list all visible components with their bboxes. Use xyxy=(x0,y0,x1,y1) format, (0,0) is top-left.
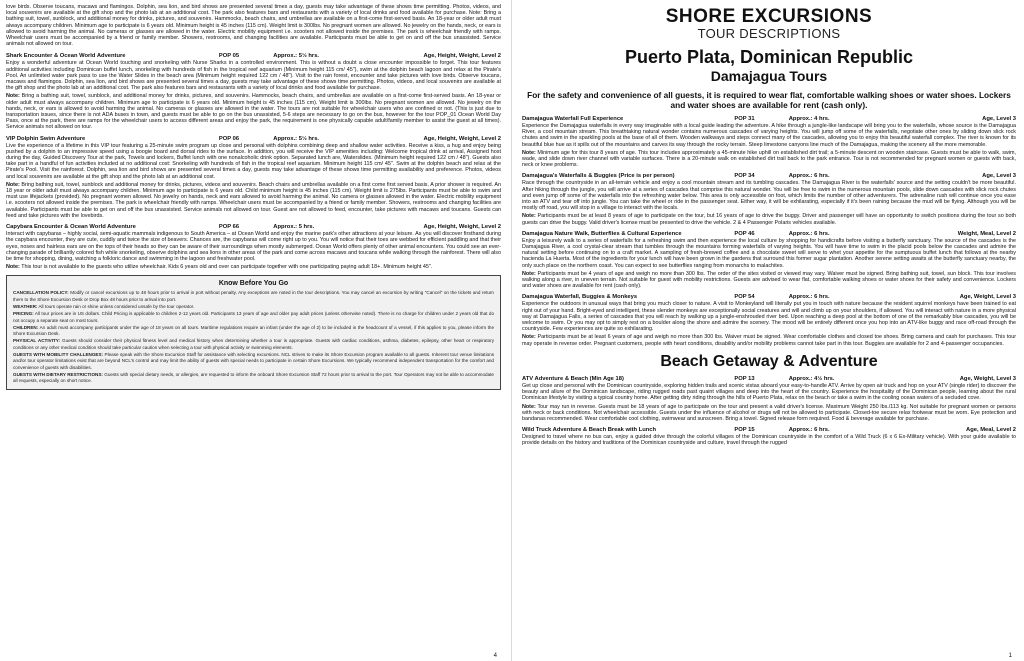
tour-note xyxy=(522,404,1016,423)
box-item-text: Modify or cancel excursions up to 48 hours prior to arrival in port without penalty. Any exceptions are noted in the tour descriptions. You may cancel an excursion by writing "Cancel" on the tickets and return them to the Shore Excursion Desk or Drop Box 48 hours prior to arrival into port. xyxy=(13,290,494,302)
tour-pop34 xyxy=(522,173,1016,225)
tour-duration: Approx.: 6 hrs. xyxy=(788,294,830,301)
box-item-label: CANCELLATION POLICY: xyxy=(13,290,69,296)
page-subtitle: TOUR DESCRIPTIONS xyxy=(697,26,841,41)
tour-description: Live the experience of a lifetime in this VIP tour featuring a 25-minute swim program up close and personal with dolphins combining deep and shallow water activities. Receive a kiss, a hug and enjoy being pushed by a dolphin to an impressive speed using a boogie board and dorsal rides to the surface. In addition, you will receive the VIP amenities including: Welcome tropical drink at arrival, Assigned host during the day, Guided Discovery Tour at the park, Towels and lockers, Buffet lunch with one nonalcoholic drink option. Separated lunch are, Waterslides. (Minimum height required 122 cm / 48"). Guests also take part in a handful of fun activities included at no additional cost: Snorkeling with hundreds of fish in the tropical reef aquarium. Minimum height 115 cm/ 45". Swim at the dolphin beach and relax at the Pirate's Pool. Visit the rainforest. Dolphin, sea lion and bird shows are presented several times a day, guests may take advantage of these shows time permitting availability and preference. Photos, videos and local souvenirs are available at the gift shop and the photo lab at an additional cost. xyxy=(6,142,501,180)
box-item-label: PHYSICAL ACTIVITY: xyxy=(13,338,61,344)
tour-header xyxy=(6,224,501,231)
box-item xyxy=(13,325,494,338)
note-text: Tour may run in reverse. Guests must be 18 years of age to participate on the tour and present a valid driver's license. Maximum Weight 250 lbs./113 kg. Not suitable for pregnant women or persons with neck or back conditions. Not wheelchair accessible. Guests under the influence of alcohol or drugs will not be allowed to participate. Closed-toe secure relax footwear must be worn. Eye protection and bandanas recommended. Wear comfortable cool clothing, swimwear and sunscreen. Bring a towel. Signed release form required. Food & beverage available for purchase. xyxy=(522,403,1016,422)
box-item-text: Guests should consider their physical fitness level and medical history when determining whether a tour is appropriate. Guests with cardiac conditions, asthma, diabetes, epilepsy, other heart or respiratory conditions or any other medical condition should take particular caution when selecting a tour with physical activity or swimming elements. xyxy=(13,338,494,350)
note-label: Note: xyxy=(522,334,536,341)
tour-description: Experience the Damajagua waterfalls in every way imaginable with a local guide leading the adventure. A hike through a jungle-like landscape will bring you to the waterfalls, whose source is the Damajagua River, a cool mountain stream. This breathtaking natural wonder contains numerous cascades of varying heights. You will jump off some of the waterfalls, negotiate other ones by sliding down slick rock chutes and swim in the sparkling pools at the base of all of them. Wooden walkways and steps connect many of the cascades, allowing you to enjoy this beautiful waterfall complex. The river is known for its beautiful blue hue as it spills out of the mountains and carves its way through the rocky terrain. Steep limestone canyons line much of the Damajagua, making the scenery all the more memorable. xyxy=(522,123,1016,148)
section-heading: Damajagua Tours xyxy=(710,68,828,84)
safety-notice: For the safety and convenience of all guests, it is required to wear flat, comfortable walking shoes or water shoes. Lockers and water shoes are available for rent (cash only). xyxy=(527,90,1011,110)
note-text: Bring bathing suit, towel, sunblock and additional money for drinks, pictures, videos and souvenirs. Beach chairs and umbrellas available on a first come first served basis. A prior shower is required. An 18 year or older adult must always accompany children. Minimum age to participate is 6 years old. Child minimum height is 45 inches (115 cm). Weight limit is 275lbs. Participants must be able to swim and must use lifejackets (provided). No pregnant women allowed. No jewelry on hands, neck and ears allowed to avoid harming the animal. No camera or glasses allowed in the water. Electric mobility equipment i.e. scooters not allowed inside the premises. The park is wheelchair friendly with ramps. Wheelchair users must be accompanied by a friend or family member. Showers, restrooms and changing facilities are available. Participants must be able to get on and off the bus unassisted. Service animals not allowed on tour. Guest are not allowed to feed, encounter, take pictures with macaws and toucans. Guests can feed and take pictures with the lovebirds. xyxy=(6,181,502,219)
tour-header xyxy=(6,136,501,143)
box-item-label: GUESTS WITH DIETARY RESTRICTIONS: xyxy=(13,371,103,377)
box-item-text: Please speak with the Shore Excursion Staff for assistance with selecting excursions. NCL strives to make its Shore Excursion program available to all guests. Inherent tour venue limitations and/or tour operator limitations exist that are beyond NCL's control and may limit the ability of guests with special needs to participate in certain Shore Excursions. We typically recommend independent transportation for the comfort and convenience of guests with disabilities. xyxy=(13,351,494,370)
tour-pop05 xyxy=(6,53,501,130)
note-label: Note: xyxy=(522,270,536,277)
note-text: Minimum age for this tour 8 years of age. This tour includes approximately a 45-minute hike uphill on established dirt trail; a 5-minute descent on wooden staircase. Guests must be able to walk, swim, wade, and slide down river channel with variable surfaces. There is a 20-minute walk on established dirt trail back to the park entrance. Tour is not recommended for pregnant women or guests with back, neck or knee problems. xyxy=(522,149,1017,169)
note-label: Note: xyxy=(6,264,20,271)
tour-level: Age, Level 3 xyxy=(982,116,1016,122)
tour-level: Age, Height, Weight, Level 2 xyxy=(423,224,501,231)
box-item xyxy=(13,372,494,385)
tour-description: Race through the countryside in an all-terrain vehicle and enjoy a cool mountain stream and its tumbling cascades. The Damajagua River is the waterfalls' source and the setting couldn't be more beautiful. After hiking through the jungle, you will arrive at a series of cascades that comprise this natural wonder. You will be free to swim in the numerous mountain pools, slide down cascades with slick rock chutes and even jump off some of the waterfalls into the refreshing water below. This area is only accessible on foot, which limits the number of other adventurers. The adrenaline rush will continue once you ease into an ATV and tear off into jungle. You can take the wheel or ride in the passenger seat. Either way, it will be exhilarating, especially if it's been raining because the mud will be flying. Although you will be mostly off road, you will stop in a village to interact with the locals. xyxy=(522,180,1016,212)
tour-header xyxy=(522,231,1016,238)
tour-pop31 xyxy=(522,116,1016,168)
tour-duration: Approx.: 4½ hrs. xyxy=(788,375,835,382)
tour-header xyxy=(522,294,1016,301)
note-text: Bring a bathing suit, towel, sunblock, and additional money for drinks, pictures, and souvenirs. Hammocks, beach chairs, and umbrellas are available on a first-come first-served basis. An 18-year or older adult must always accompany children. Minimum age to participate is 6 years old. Minimum height is 45 inches (115 cm). Weight limit is 300lbs. No pregnant women are allowed. No jewelry on the hands, neck, or ears is allowed to avoid harming the animal. No cameras or glasses are allowed in the water. The tours are not suitable for wheelchair users who are confined or not. (This is just due to transportation issues, since there is not ADA buses in town, and guests must be able to go on the bus unassisted, 5-6 steps are necessary to go on the bus, however for the tour POP_01 Ocean World Day Pass, once at the park, there are ramps for the wheelchair users to access different areas and enjoy the park, the requirement is one physically capable adult/family member to assist the guest at all times). Service animals not allowed on tour. xyxy=(6,93,502,131)
tour-header xyxy=(522,376,1016,383)
box-item-text: Guests with special dietary needs, or allergies, are requested to inform the onboard Shore Excursion Staff 72 hours prior to arrival to the port. Tour Operators may not be able to accommodate all requests, especially on short notice. xyxy=(13,371,494,384)
tour-header xyxy=(522,427,1016,434)
tour-note xyxy=(6,264,501,270)
tour-duration: Approx.: 5½ hrs. xyxy=(273,53,320,60)
tour-pop13 xyxy=(522,376,1016,422)
tour-note xyxy=(522,213,1016,225)
tour-description: Experience the outdoors in unusual ways that bring you much closer to nature. A visit to Monkeyland will literally put you in touch with nature because the resident squirrel monkeys have been trained to eat right out of your hand. Bright-eyed and intelligent, these slender monkeys are exceptionally social creatures and will and climb up on your shoulders, if allowed. You will interact with nature in a more physical way at Damajagua Falls, a series of cascades that you will reach by walking up a jungle-enshrouded river bed. Upon reaching a deep pool at the bottom of one of the remarkably blue cascades, you will be welcome to swim. Or you may opt to simply rest on a boulder along the shore and admire the scenery. The mood will be entirely different once you hop into an ATV-like buggy and race off-road through the countryside. Few experiences are quite so exhilarating. xyxy=(522,301,1016,333)
tour-code: POP 15 xyxy=(734,427,755,434)
tour-duration: Approx.: 5 hrs. xyxy=(273,224,315,231)
tour-level: Age, Weight, Level 3 xyxy=(959,294,1016,301)
right-page xyxy=(512,0,1024,661)
tour-title: Damajagua Waterfall, Buggies & Monkeys xyxy=(522,294,638,301)
tour-note xyxy=(522,334,1016,346)
page-number: 1 xyxy=(1008,653,1012,659)
tour-duration: Approx.: 6 hrs. xyxy=(788,173,830,180)
tour-code: POP 06 xyxy=(218,135,240,142)
box-item xyxy=(13,290,494,303)
box-item-text: An adult must accompany participants under the age of 18 years on all tours. Maritime regulations require an infant (under the age of 2) to be included in the headcount of a vessel, if this applies to you, please inform the Shore Excursion Desk. xyxy=(13,324,494,337)
tour-duration: Approx.: 6 hrs. xyxy=(788,427,830,434)
box-item-label: CHILDREN: xyxy=(13,324,39,330)
tour-duration: Approx.: 5½ hrs. xyxy=(273,135,320,142)
tour-description: Interact with capybaras – highly social, semi-aquatic mammals indigenous to South America – at Ocean World and enjoy the marine park's other attractions at your leisure. As you will discover firsthand during the capybara encounter, they are cute, cuddly and twice the size of beavers. Chances are, the capybaras will come right up to you. You will notice that their toes are webbed for efficient paddling and that their eyes, noses and hairless ears are on the tops of their heads so they can be aware of their surroundings when mostly submerged. Ocean World offers plenty of other animal encounters. You could see an ever-changing parade of brilliantly colored fish while snorkeling, observe dolphins and sea lions in other areas of the park and come across macaws and toucans while walking through the rainforest. There will also be time for shopping, dining, watching a folkloric dance and swimming in the lagoon and freshwater pool. xyxy=(6,231,501,262)
tour-duration: Approx.: 6 hrs. xyxy=(788,230,830,237)
tour-level: Age, Height, Weight, Level 2 xyxy=(423,53,501,60)
tour-title: Wild Truck Adventure & Beach Break with Lunch xyxy=(522,427,657,434)
know-before-you-go-box xyxy=(6,275,501,390)
note-label: Note: xyxy=(522,149,536,156)
box-item xyxy=(13,352,494,371)
tour-title: Shark Encounter & Ocean World Adventure xyxy=(6,53,126,60)
tour-code: POP 54 xyxy=(734,294,755,301)
tour-duration: Approx.: 4 hrs. xyxy=(788,116,830,122)
tour-code: POP 31 xyxy=(734,116,755,122)
tour-code: POP 66 xyxy=(218,224,240,231)
tour-note xyxy=(522,271,1016,290)
note-label: Note: xyxy=(6,93,20,100)
tour-header xyxy=(522,116,1016,123)
box-item xyxy=(13,304,494,310)
tour-pop06 xyxy=(6,136,501,219)
note-text: Participants must be at least 8 years of age to participate on the tour, but 16 years of age to drive the buggy. Driver and passenger will have an opportunity to switch positions during the tour so both guests can drive the buggy. Valid driver's license must be presented to drive the vehicle. 2 & 4 Passenger Polaris vehicles available. xyxy=(522,213,1017,226)
tour-pop66 xyxy=(6,224,501,270)
beach-section-heading: Beach Getaway & Adventure xyxy=(660,352,878,370)
tour-level: Age, Weight, Level 3 xyxy=(959,375,1016,382)
box-item-label: WEATHER: xyxy=(13,303,38,309)
page-number: 4 xyxy=(493,653,497,659)
tour-level: Age, Level 3 xyxy=(982,173,1016,180)
tour-note xyxy=(6,182,501,219)
note-text: Participants must be 4 years of age and weigh no more than 300 lbs. The order of the sites visited or viewed may vary. Waiver must be signed. Bring bathing suit, towel, sun block. This tour involves walking along a river, in uneven terrain. Not suitable for guest with mobility restrictions. Guests are advised to wear flat, comfortable walking shoes or water shoes for their safety and convenience. Lockers and water shoes are available for rent (cash only). xyxy=(522,270,1017,290)
tour-level: Age, Height, Weight, Level 2 xyxy=(423,135,501,142)
tour-pop46 xyxy=(522,231,1016,290)
page-title: SHORE EXCURSIONS xyxy=(665,6,873,27)
tour-title: VIP Dolphin Swim Adventure xyxy=(6,135,86,142)
tour-level: Weight, Meal, Level 2 xyxy=(957,230,1016,237)
tour-title: ATV Adventure & Beach (Min Age 18) xyxy=(522,375,624,382)
note-label: Note: xyxy=(522,213,536,220)
box-item-text: All tour prices are in US dollars. Child Pricing is applicable to children 2-12 years old. Participants 13 years of age and older pay adult prices (unless otherwise noted). There is no charge for children under 2 years old that do not occupy a separate seat on most tours. xyxy=(13,311,494,323)
destination-heading: Puerto Plata, Dominican Republic xyxy=(624,47,914,67)
tour-description: Get up close and personal with the Dominican countryside, exploring hidden trails and scenic vistas aboard your easy-to-handle ATV. Arrive by open air truck and hop on your ATV (single rider) to discover the beauty and allure of the Dominican landscape, riding rugged roads past quaint villages and deep into the heart of the country. Experience the hospitality of the Dominican people, learning about the rural Dominican lifestyle by visiting a typical country home. After getting dirty riding through the hills of Puerto Plata, relax on the beach or take a swim in the cooling ocean waters of a secluded cove. xyxy=(522,382,1016,402)
box-item-label: PRICING: xyxy=(13,311,34,317)
tour-code: POP 05 xyxy=(218,53,240,60)
note-text: Participants must be at least 6 years of age and weigh no more than 300 lbs. Waiver must be signed. Wear comfortable clothes and closed toe shoes. Bring camera and cash for purchases. This tour may operate in reverse order. Pregnant customers, people with heart conditions, disability and/or mobility problems cannot take part in this tour. Buggies are available for 2 and 4-passenger occupancies. xyxy=(522,334,1016,347)
tour-title: Damajagua Waterfall Full Experience xyxy=(522,116,624,122)
tour-code: POP 13 xyxy=(734,375,755,382)
tour-code: POP 34 xyxy=(734,173,755,180)
tour-code: POP 46 xyxy=(734,230,755,237)
tour-description: Designed to travel where no bus can, enjoy a guided drive through the colorful villages of the Dominican countryside in the comfort of a Wild Truck (6 x 6 Ex-Military vehicle). With your guide available to provide details on the history and traditions of the Dominican countryside and culture, travel through the rugged xyxy=(522,434,1016,447)
intro-paragraph: love birds. Observe toucans, macaws and flamingos. Dolphin, sea lion, and bird shows are presented several times a day, guests may take advantage of these shows time permitting. Photos, videos, and local souvenirs are available at the gift shop and the photo lab at an additional cost. The park also features bars and restaurants with a variety of local drinks and food available for purchase. Note: Bring a bathing suit, towel, sunblock, and additional money for drinks, pictures, and souvenirs. Hammocks, beach chairs, and umbrellas are available on a first-come first-served basis. An 18-year or older adult must always accompany children. Minimum age to participate is 6 years old. Minimum height is 45 inches (115 cm). Weight limit is 300lbs. No pregnant women are allowed. No jewelry on the hands, neck, or ears is allowed to avoid harming the animal. No cameras or glasses are allowed in the water. Electric mobility equipment i.e. scooters not allowed inside the premises. The park is wheelchair friendly with ramps. Wheelchair users must be accompanied by a friend or family member. Showers, restrooms, and changing facilities are available. Participants must be able to get on and off the bus unassisted. Service animals not allowed on tour. xyxy=(6,4,501,48)
tour-description: Enjoy a wonderful adventure at Ocean World touching and snorkeling with Nurse Sharks in a controlled environment. This is without a doubt a close encounter impossible to forget. This tour features additional activities including Dominican buffet lunch, snorkeling with hundreds of fish in the tropical reef aquarium (Minimum height 115 cm/ 45"), swim at the dolphin beach lagoon and relax at the Pirate's Pool. An unlimited water park pass to use the Water Slides in the beach area (Minimum height required 122 cm / 48"). Visit to the rain forest, encounter and take pictures with love birds. Observe toucans, macaws and flamingos. Dolphin, sea lion, and bird shows are presented several times a day, guests may take advantage of these shows time permitting. Photos, videos, and local souvenirs are available at the gift shop and the photo lab at an additional cost. The park also features bars and restaurants with a variety of local drinks and food available for purchase. xyxy=(6,60,501,92)
tour-title: Damajagua Nature Walk, Butterflies & Cultural Experience xyxy=(522,230,682,237)
box-item-text: All tours operate rain or shine unless considered unsafe by the tour operator. xyxy=(38,303,195,309)
note-label: Note: xyxy=(6,181,20,188)
tour-pop54 xyxy=(522,294,1016,346)
tour-header xyxy=(522,173,1016,180)
note-text: This tour is not available to the guests who utilize wheelchair. Kids 6 years old and over can participate together with one participating paying adult 18+. Minimum height 45". xyxy=(21,264,433,271)
tour-note xyxy=(522,150,1016,169)
tour-pop15 xyxy=(522,427,1016,446)
tour-header xyxy=(6,53,501,60)
box-item-label: GUESTS WITH MOBILITY CHALLENGES: xyxy=(13,351,104,357)
tour-title: Capybara Encounter & Ocean World Adventure xyxy=(6,224,136,231)
box-item xyxy=(13,338,494,351)
tour-level: Age, Meal, Level 2 xyxy=(966,427,1016,434)
tour-title: Damajagua's Waterfalls & Buggies (Price is per person) xyxy=(522,173,675,180)
box-item xyxy=(13,311,494,324)
tour-note xyxy=(6,93,501,130)
box-title: Know Before You Go xyxy=(218,280,289,288)
note-label: Note: xyxy=(522,403,536,410)
tour-description: Enjoy a leisurely walk to a series of waterfalls for a refreshing swim and then experience the local culture by shopping for handicrafts before visiting a butterfly sanctuary. The source of the cascades is the Damajagua River, a cool crystal-clear stream that tumbles through the mountains forming waterfalls of varying heights. You will have time to swim in the placid pools below the cascades and admire the natural setting before continuing on to a craft market. A sampling of fresh-brewed coffee and a chocolate sweet will serve to whet your appetite for the sumptuous buffet lunch that follows at the nearby hacienda La Huerta. Most of the ingredients for your lunch will have been grown in the gardens that surround this former sugar plantation. Another serene setting awaits at the butterfly sanctuary nearby, the only such place on the northern coast. You can expect to see butterflies ranging from monarchs to malachites. xyxy=(522,237,1016,269)
